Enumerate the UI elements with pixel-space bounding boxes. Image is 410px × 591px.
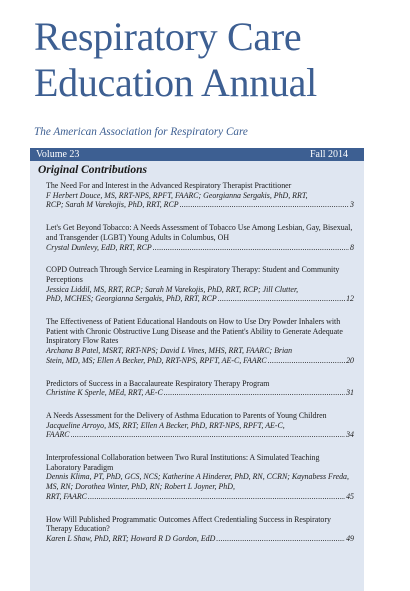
article-authors-last: Crystal Dunlevy, EdD, RRT, RCP — [46, 242, 152, 252]
article-author-line — [46, 243, 354, 253]
dot-leader — [153, 243, 349, 253]
article-page: 31 — [346, 388, 354, 398]
article-page: 34 — [346, 430, 354, 440]
article-authors-last: PhD, MCHES; Georgianna Sergakis, PhD, RRT, RCP — [46, 294, 217, 304]
article-entry[interactable] — [46, 411, 354, 440]
article-author-line — [46, 200, 354, 210]
article-entry[interactable] — [46, 317, 354, 366]
article-authors: Jessica Liddil, MS, RRT, RCP; Sarah M Varekojis, PhD, RRT, RCP; Jill Clutter, — [46, 284, 299, 294]
article-entry[interactable] — [46, 181, 354, 210]
article-page: 12 — [346, 294, 354, 304]
article-page: 45 — [346, 491, 354, 501]
journal-title-line-2: Education Annual — [34, 60, 317, 105]
dot-leader — [71, 430, 346, 440]
article-authors-last: FAARC — [46, 430, 70, 440]
article-title: Predictors of Success in a Baccalaureate Respiratory Therapy Program — [46, 378, 270, 388]
article-entry[interactable] — [46, 223, 354, 252]
article-authors: Archana B Patel, MSRT, RRT-NPS; David L Vines, MHS, RRT, FAARC; Brian — [46, 346, 293, 356]
article-entry[interactable] — [46, 265, 354, 304]
dot-leader — [216, 534, 345, 544]
article-authors-last: Stein, MD, MS; Ellen A Becker, PhD, RRT-NPS, RPFT, AE-C, FAARC — [46, 355, 267, 365]
article-title: A Needs Assessment for the Delivery of Asthma Education to Parents of Young Children — [46, 410, 327, 420]
journal-title — [34, 14, 394, 106]
article-authors: Dennis Klima, PT, PhD, GCS, NCS; Katherine A Hinderer, PhD, RN, CCRN; Kaynabess Freda, MS, RN; Dorothea Winter, PhD, RN; Robert L Joyner, PhD, — [46, 472, 349, 492]
article-title: How Will Published Programmatic Outcomes Affect Credentialing Success in Respiratory Therapy Education? — [46, 514, 331, 534]
article-entry[interactable] — [46, 379, 354, 398]
article-title: Interprofessional Collaboration between Two Rural Institutions: A Simulated Teaching Laboratory Paradigm — [46, 453, 320, 472]
article-title: The Need For and Interest in the Advanced Respiratory Therapist Practitioner — [46, 181, 292, 190]
article-title: COPD Outreach Through Service Learning in Respiratory Therapy: Student and Community Perceptions — [46, 265, 340, 284]
dot-leader — [268, 356, 345, 366]
article-title: The Effectiveness of Patient Educational Handouts on How to Use Dry Powder Inhalers with Patient with Chronic Obstructive Lung Disease and the Patient's Ability to Generate Adequate Inspiratory Flow Rates — [46, 317, 343, 346]
article-authors-last: RCP; Sarah M Varekojis, PhD, RRT, RCP — [46, 200, 179, 210]
article-author-line — [46, 534, 354, 544]
article-authors-last: RRT, FAARC — [46, 491, 87, 501]
article-authors-last: Christine K Sperle, MEd, RRT, AE-C — [46, 388, 163, 398]
article-author-line — [46, 388, 354, 398]
volume-number: Volume 23 — [36, 149, 80, 160]
dot-leader — [180, 200, 349, 210]
section-heading: Original Contributions — [38, 164, 147, 176]
article-title: Let's Get Beyond Tobacco: A Needs Assessment of Tobacco Use Among Lesbian, Gay, Bisexual, and Transgender (LGBT) Young Adults in Columbus, OH — [46, 223, 353, 242]
dot-leader — [88, 492, 345, 502]
publisher-name: The American Association for Respiratory Care — [34, 126, 248, 138]
article-entry[interactable] — [46, 515, 354, 544]
article-page: 49 — [346, 533, 354, 543]
article-author-line — [46, 294, 354, 304]
article-author-line — [46, 356, 354, 366]
issue-date: Fall 2014 — [309, 149, 348, 160]
volume-bar — [30, 148, 364, 161]
dot-leader — [164, 388, 345, 398]
journal-title-line-1: Respiratory Care — [34, 14, 302, 59]
article-page: 20 — [346, 355, 354, 365]
article-list — [46, 181, 354, 557]
dot-leader — [218, 294, 345, 304]
article-author-line — [46, 492, 354, 502]
article-authors: F Herbert Douce, MS, RRT-NPS, RPFT, FAARC; Georgianna Sergakis, PhD, RRT, — [46, 190, 308, 200]
article-page: 3 — [350, 200, 354, 210]
article-authors: Jacqueline Arroyo, MS, RRT; Ellen A Becker, PhD, RRT-NPS, RPFT, AE-C, — [46, 420, 285, 430]
article-authors-last: Karen L Shaw, PhD, RRT; Howard R D Gordon, EdD — [46, 533, 216, 543]
article-page: 8 — [350, 242, 354, 252]
article-author-line — [46, 430, 354, 440]
article-entry[interactable] — [46, 453, 354, 502]
